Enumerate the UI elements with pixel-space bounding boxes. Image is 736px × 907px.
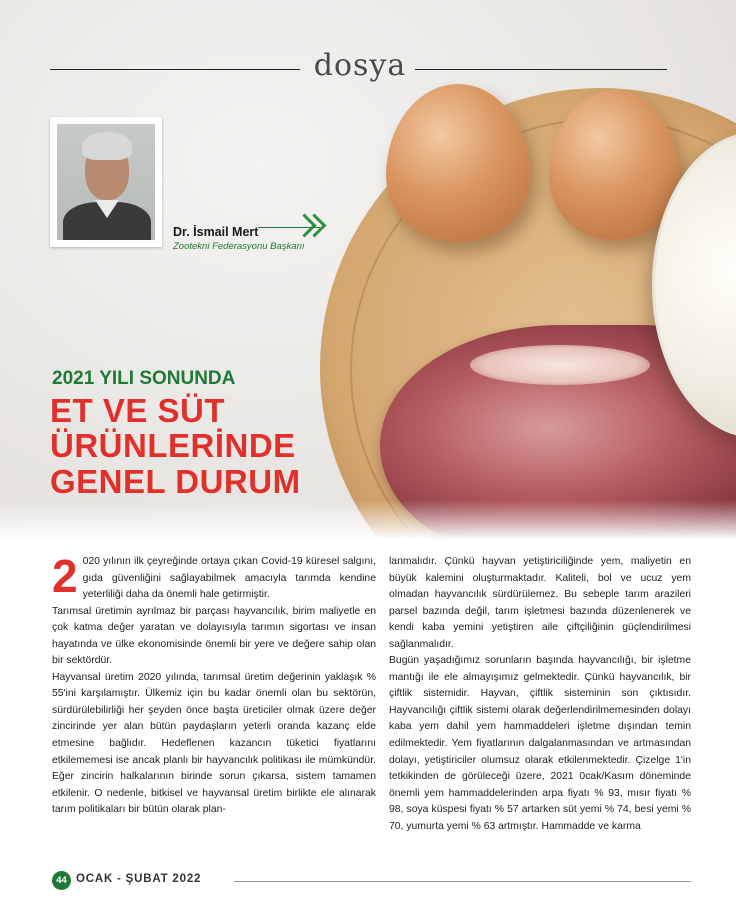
- drop-cap: 2: [52, 550, 78, 602]
- issue-label: OCAK - ŞUBAT 2022: [76, 873, 202, 885]
- headline-kicker: 2021 YILI SONUNDA: [52, 368, 236, 389]
- paragraph: lanmalıdır. Çünkü hayvan yetiştiriciliğinde yem, maliyetin en büyük kalemini oluşturmaktadır. Kaliteli, bol ve ucuz yem olmadan hayvancılık sürdürülemez. Bu sebeple tarım arazileri parsel bazında değil, tarım işletmesi bazında düzenlenerek ve kendi kaba yemini yetiştiren aile çiftçiliğinin güçlendirilmesi sağlanmalıdır.: [389, 556, 691, 650]
- meat-marbling: [470, 345, 650, 385]
- paragraph: Hayvansal üretim 2020 yılında, tarımsal üretim değerinin yaklaşık % 55'ini karşılamıştır. Ülkemiz için bu kadar önemli olan bu sektörün, sürdürülebilirliği her şeyden önce başta üreticiler olmak üzere değer zincirinde yer alan bütün paydaşların yeterli oranda kazanç elde etmesine bağlıdır. Hedeflenen kazancın tüketici fiyatlarını etkilememesi ise ancak planlı bir hayvancılık politikası ile mümkündür. Eğer zincirin halkalarının birinde sorun çıkarsa, sistem tamamen etkilenir. O nedenle, bitkisel ve hayvansal üretim birlikte ele alınarak tarım politikaları bir bütün olarak plan-: [52, 671, 376, 816]
- body-column-right: [389, 554, 691, 835]
- headline-line: ÜRÜNLERİNDE: [50, 427, 296, 464]
- hero-fade: [0, 500, 736, 540]
- author-title: Zootekni Federasyonu Başkanı: [173, 241, 305, 252]
- footer-rule: [234, 881, 691, 882]
- paragraph: 020 yılının ilk çeyreğinde ortaya çıkan Covid-19 küresel salgını, gıda güvenliğini sağlayabilmek amacıyla tarımda kendine yeterliliği daha da önemli hale getirmiştir.: [82, 556, 376, 601]
- body-column-left: [52, 550, 376, 819]
- header-rule-left: [50, 69, 300, 70]
- headline-line: GENEL DURUM: [50, 463, 301, 500]
- section-title: dosya: [313, 48, 407, 83]
- page-number: 44: [52, 871, 71, 890]
- header-rule-right: [415, 69, 667, 70]
- author-photo: [57, 124, 155, 240]
- author-name: Dr. İsmail Mert: [173, 225, 259, 239]
- headline-line: ET VE SÜT: [50, 392, 226, 429]
- paragraph: Bugün yaşadığımız sorunların başında hayvancılığı, bir işletme mantığı ile ele almayışımız gelmektedir. Çünkü hayvancılık, bir çiftlik sistemidir. Hayvan, çiftlik sisteminin son çıktısıdır. Hayvancılığı çiftlik sistemi olarak değerlendirilmemesinden dolayı kaba yem dahil yem hammaddeleri işletme dışından temin edilmektedir. Yem fiyatlarının dalgalanmasından ve artmasından dolayı, yetiştiriciler olumsuz olarak etkilenmektedir. Çizelge 1'in tetkikinden de görüleceği üzere, 2021 0cak/Kasım döneminde önemli yem hammaddelerinden arpa fiyatı % 93, mısır fiyatı % 98, soya küspesi fiyatı % 57 artarken süt yemi % 74, besi yemi % 70, yumurta yemi % 63 artmıştır. Hammadde ve karma: [389, 655, 691, 832]
- paragraph: Tarımsal üretimin ayrılmaz bir parçası hayvancılık, birim maliyetle en çok katma değer yaratan ve dolayısıyla tarımın sigortası ve insan hayatında ve ülke ekonomisinde önemli bir yere ve değere sahip olan bir sektördür.: [52, 605, 376, 667]
